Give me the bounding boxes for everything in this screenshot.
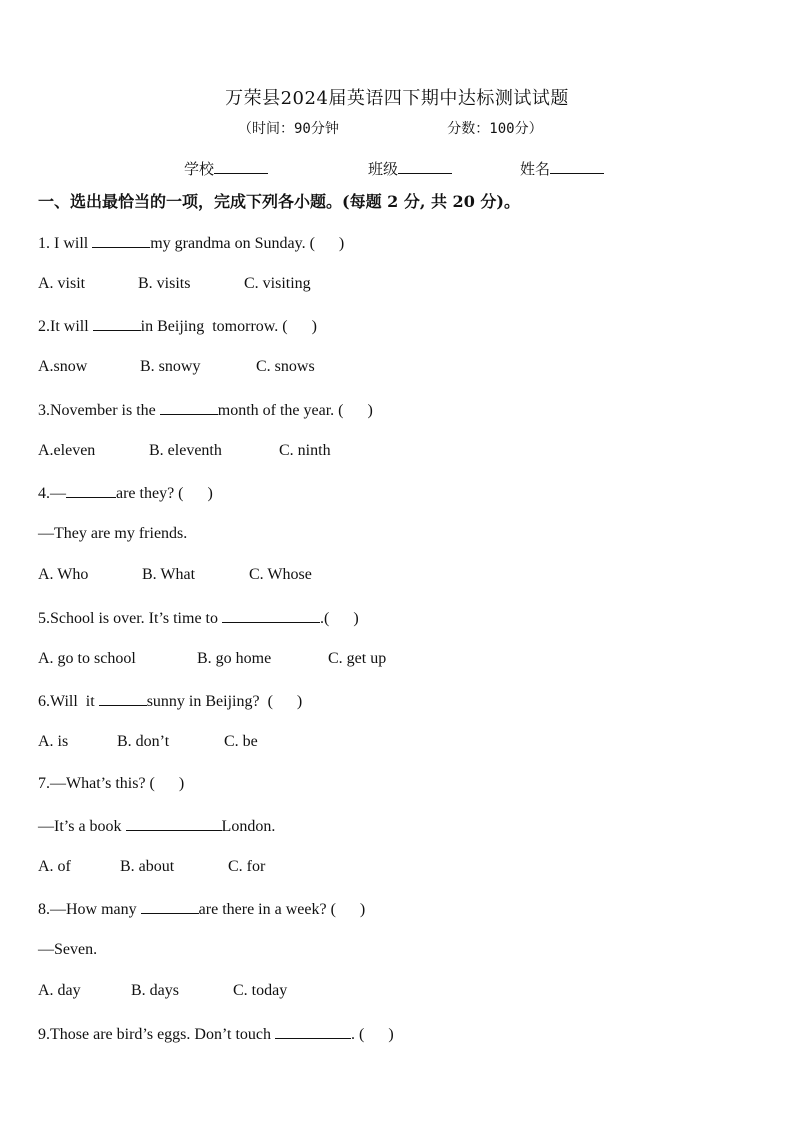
option-a[interactable]: A. is [38,733,69,750]
answer-blank[interactable] [222,608,320,623]
class-label: 班级 [368,160,399,178]
answer-line: —It’s a book London. [38,818,276,835]
question-stem: 4.— are they? ( ) [38,485,213,502]
question-stem: 3.November is the month of the year. ( ) [38,402,373,419]
school-blank[interactable] [214,159,268,174]
option-a[interactable]: A. of [38,858,71,875]
option-b[interactable]: B. visits [138,275,191,292]
answer-blank[interactable] [93,316,141,331]
option-b[interactable]: B. days [131,982,179,999]
option-c[interactable]: C. ninth [279,442,331,459]
answer-blank[interactable] [275,1024,351,1039]
name-blank[interactable] [550,159,604,174]
school-label: 学校 [184,160,215,178]
answer-blank[interactable] [92,233,150,248]
option-b[interactable]: B. about [120,858,175,875]
class-blank[interactable] [398,159,452,174]
option-a[interactable]: A.eleven [38,442,96,459]
option-c[interactable]: C. today [233,982,288,999]
answer-blank[interactable] [126,816,222,831]
option-a[interactable]: A. Who [38,566,89,583]
name-field [520,158,604,179]
option-b[interactable]: B. go home [197,650,272,667]
option-row [38,982,287,1000]
option-a[interactable]: A. visit [38,275,86,292]
option-b[interactable]: B. What [142,566,196,583]
option-c[interactable]: C. Whose [249,566,312,583]
option-a[interactable]: A. go to school [38,650,136,667]
option-a[interactable]: A.snow [38,358,88,375]
option-a[interactable]: A. day [38,982,81,999]
answer-blank[interactable] [66,483,116,498]
answer-blank[interactable] [141,899,199,914]
answer-line: —They are my friends. [38,525,188,542]
option-row [38,358,315,376]
question-stem: 2.It will in Beijing tomorrow. ( ) [38,318,317,335]
answer-blank[interactable] [99,691,147,706]
question-stem: 8.—How many are there in a week? ( ) [38,901,366,918]
option-row [38,566,312,584]
question-stem: 6.Will it sunny in Beijing? ( ) [38,693,303,710]
option-b[interactable]: B. don’t [117,733,170,750]
name-label: 姓名 [520,160,551,178]
section-heading: 一、选出最恰当的一项，完成下列各小题。(每题 2 分, 共 20 分)。 [38,192,520,211]
question-stem: 5.School is over. It’s time to .( ) [38,610,359,627]
option-row [38,442,331,460]
option-row [38,275,311,293]
option-c[interactable]: C. visiting [244,275,311,292]
answer-blank[interactable] [160,400,218,415]
option-b[interactable]: B. snowy [140,358,201,375]
score-label: 分数：100分） [447,121,543,137]
option-b[interactable]: B. eleventh [149,442,222,459]
time-label: （时间：90分钟 [238,121,339,137]
answer-line: —Seven. [38,941,98,958]
question-stem: 7.—What’s this? ( ) [38,775,185,792]
question-stem: 9.Those are bird’s eggs. Don’t touch . ( ) [38,1026,394,1043]
option-row [38,733,258,751]
option-c[interactable]: C. get up [328,650,387,667]
option-row [38,650,386,668]
option-c[interactable]: C. for [228,858,266,875]
class-field [368,158,452,179]
exam-meta [238,118,543,138]
option-c[interactable]: C. snows [256,358,315,375]
question-stem: 1. I will my grandma on Sunday. ( ) [38,235,345,252]
page-title: 万荣县2024届英语四下期中达标测试试题 [225,88,569,109]
option-row [38,858,265,876]
school-field [184,158,268,179]
option-c[interactable]: C. be [224,733,258,750]
